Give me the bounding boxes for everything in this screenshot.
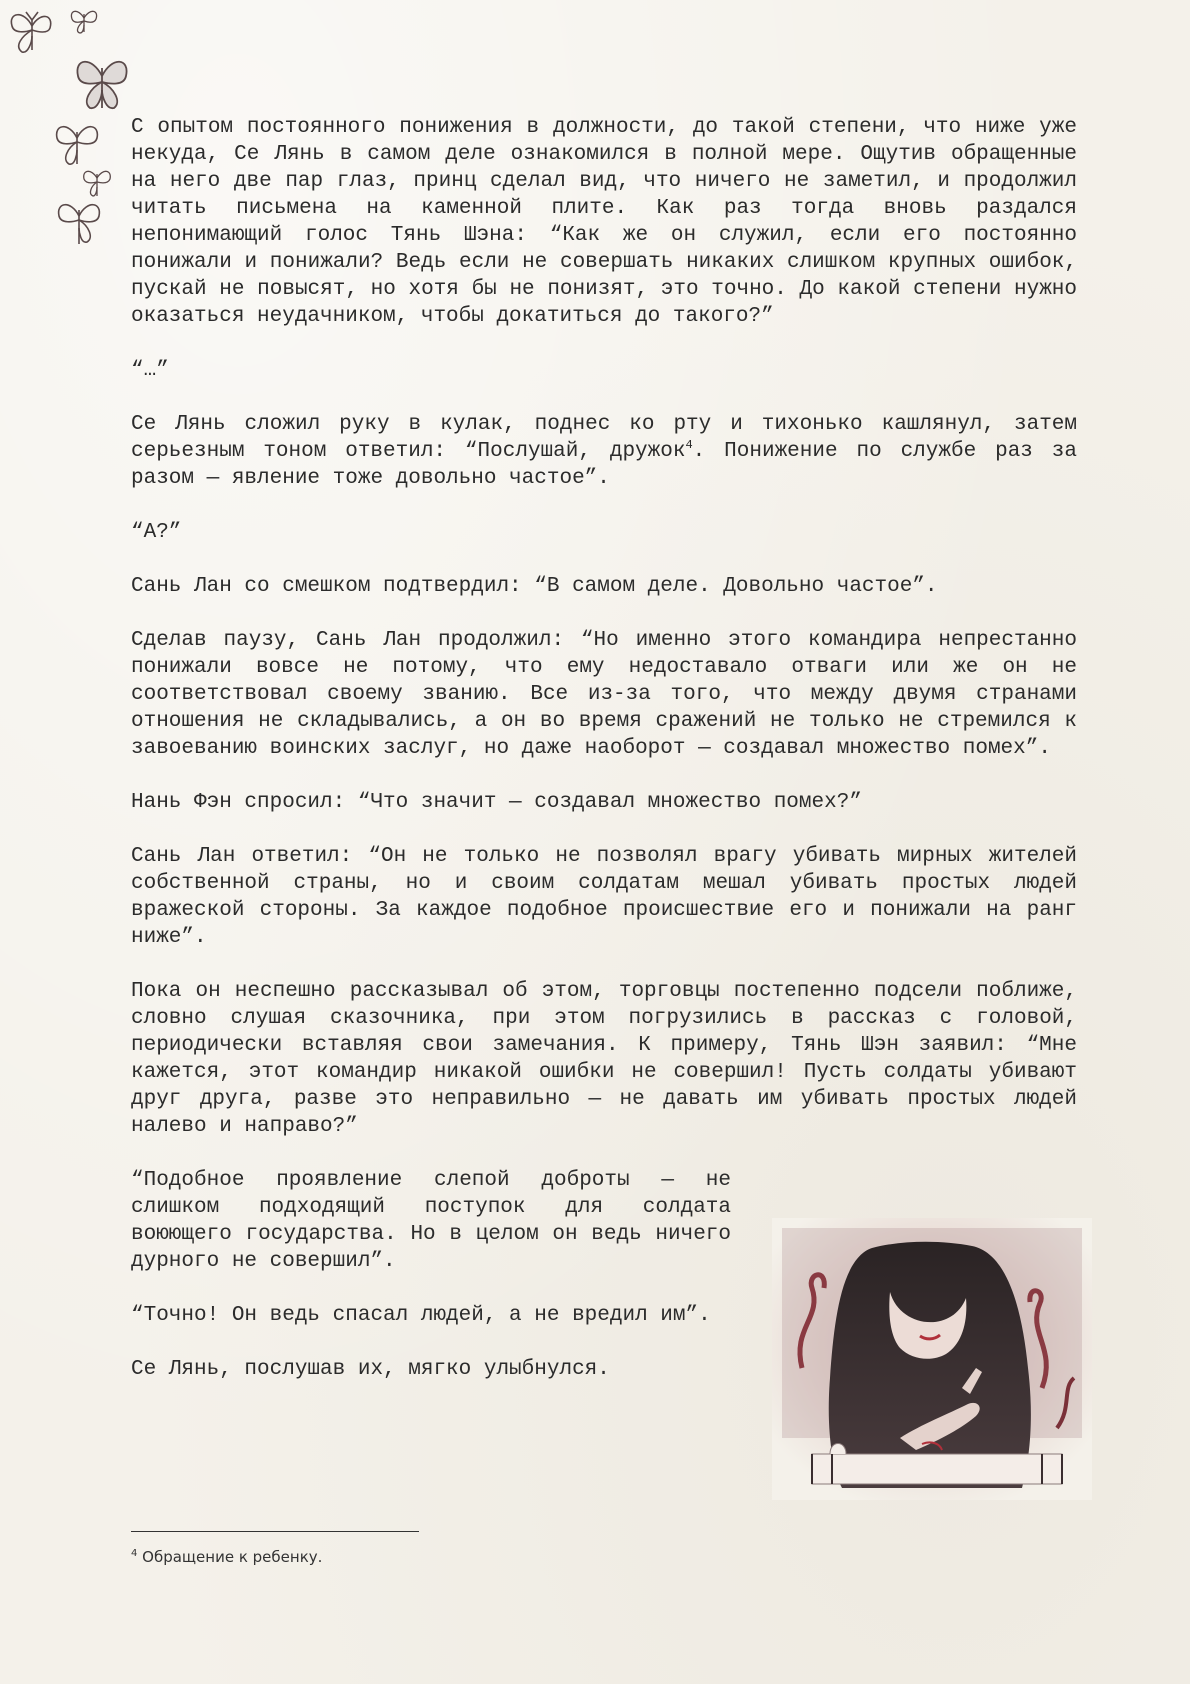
paragraph: Сань Лан ответил: “Он не только не позволял врагу убивать мирных жителей собственной страны, но и своим солдатам мешал убивать простых людей вражеской стороны. За каждое подобное происшествие его и понижали на ранг ниже”. bbox=[131, 845, 1077, 949]
butterfly-icon bbox=[52, 120, 102, 170]
butterfly-icon bbox=[80, 166, 114, 200]
paragraph: Сделав паузу, Сань Лан продолжил: “Но именно этого командира непрестанно понижали вовсе не потому, что ему недоставало отваги или же он не соответствовал своему званию. Все из-за того, что между двумя странами отношения не складывались, а он во время сражений не только не стремился к завоеванию воинских заслуг, но даже наоборот — создавал множество помех”. bbox=[131, 629, 1077, 760]
footnote-mark: 4 bbox=[131, 1548, 138, 1559]
footnote-divider bbox=[131, 1531, 419, 1532]
paragraph: “Подобное проявление слепой доброты — не слишком подходящий поступок для солдата воюющего государства. Но в целом он ведь ничего дурного не совершил”. bbox=[131, 1169, 731, 1273]
butterfly-icon bbox=[54, 198, 104, 248]
butterfly-icon bbox=[70, 54, 134, 114]
paragraph: “…” bbox=[131, 359, 169, 382]
paragraph: “А?” bbox=[131, 521, 182, 544]
butterfly-icon bbox=[68, 6, 100, 36]
illustration-figure bbox=[772, 1218, 1092, 1500]
paragraph-text: Се Лянь сложил руку в кулак, поднес ко рту и тихонько кашлянул, затем серьезным тоном ответил: “Послушай, дружок bbox=[131, 413, 1077, 463]
paragraph bbox=[131, 411, 1077, 492]
paragraph: Нань Фэн спросил: “Что значит — создавал множество помех?” bbox=[131, 791, 862, 814]
paragraph: Пока он неспешно рассказывал об этом, торговцы постепенно подсели поближе, словно слушая сказочника, при этом погрузились в рассказ с головой, периодически вставляя свои замечания. К примеру, Тянь Шэн заявил: “Мне кажется, этот командир никакой ошибки не совершил! Пусть солдаты убивают друг друга, разве это неправильно — не давать им убивать простых людей налево и направо?” bbox=[131, 980, 1077, 1138]
main-text bbox=[131, 114, 1077, 1410]
paragraph: “Точно! Он ведь спасал людей, а не вредил им”. bbox=[131, 1304, 711, 1327]
footnote bbox=[131, 1548, 322, 1566]
footnote-text: Обращение к ребенку. bbox=[142, 1548, 323, 1566]
butterfly-decoration bbox=[0, 0, 150, 260]
footnote-reference[interactable]: 4 bbox=[685, 438, 693, 452]
paragraph: С опытом постоянного понижения в должности, до такой степени, что ниже уже некуда, Се Лянь в самом деле ознакомился в полной мере. Ощутив обращенные на него две пар глаз, принц сделал вид, что ничего не заметил, и продолжил читать письмена на каменной плите. Как раз тогда вновь раздался непонимающий голос Тянь Шэна: “Как же он служил, если его постоянно понижали и понижали? Ведь если не совершать никаких слишком крупных ошибок, пускай не повысят, но хотя бы не понизят, это точно. До какой степени нужно оказаться неудачником, чтобы докатиться до такого?” bbox=[131, 116, 1077, 328]
paragraph-text: . Понижение по службе раз за разом — явление тоже довольно частое”. bbox=[131, 440, 1077, 490]
paragraph: Се Лянь, послушав их, мягко улыбнулся. bbox=[131, 1358, 610, 1381]
paragraph: Сань Лан со смешком подтвердил: “В самом деле. Довольно частое”. bbox=[131, 575, 938, 598]
butterfly-icon bbox=[6, 6, 58, 58]
